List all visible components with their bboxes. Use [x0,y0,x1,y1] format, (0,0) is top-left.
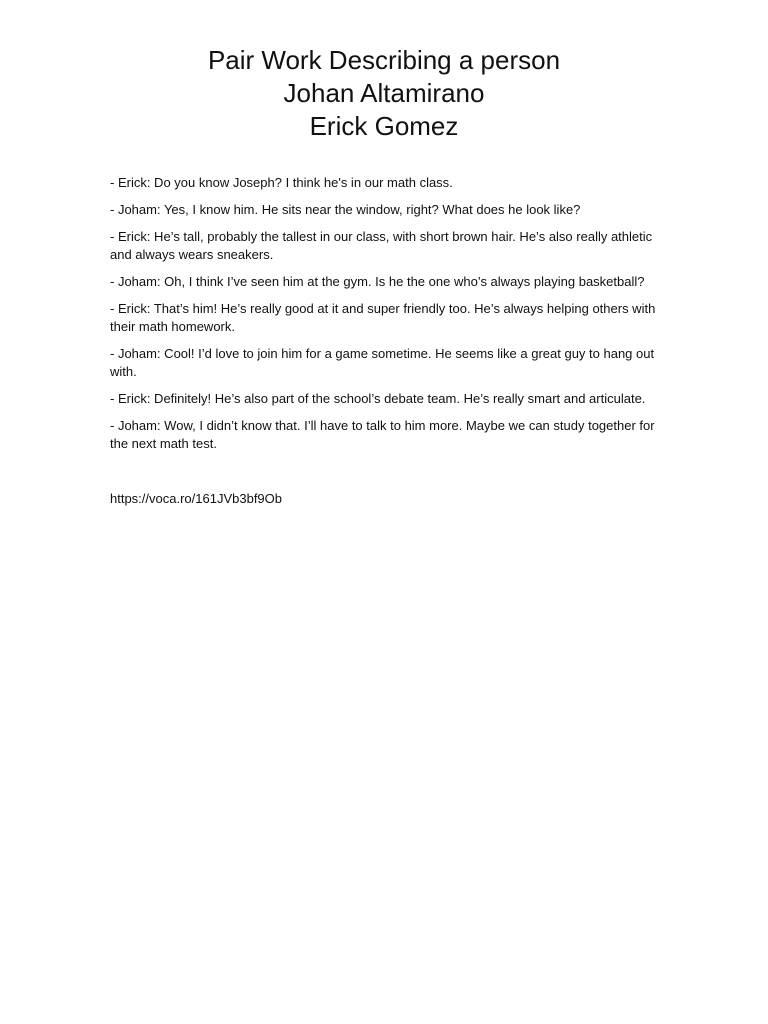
dialogue-line: - Joham: Yes, I know him. He sits near the window, right? What does he look like? [110,202,581,217]
dialogue-line: - Erick: That’s him! He’s really good at it and super friendly too. He’s always helping others with their math homework. [110,301,656,334]
author-name-1: Johan Altamirano [283,78,485,108]
document-title: Pair Work Describing a person [207,45,561,75]
title-block [0,44,768,143]
dialogue-line: - Joham: Wow, I didn’t know that. I’ll have to talk to him more. Maybe we can study together for the next math test. [110,418,655,451]
author-name-2: Erick Gomez [309,111,459,141]
dialogue-line: - Joham: Cool! I’d love to join him for a game sometime. He seems like a great guy to hang out with. [110,346,655,379]
dialogue-line: - Erick: He’s tall, probably the tallest in our class, with short brown hair. He’s also really athletic and always wears sneakers. [110,229,653,262]
dialogue-line: - Joham: Oh, I think I’ve seen him at the gym. Is he the one who’s always playing basketball? [110,274,645,289]
dialogue-body [110,174,665,462]
dialogue-line: - Erick: Do you know Joseph? I think he's in our math class. [110,175,453,190]
dialogue-line: - Erick: Definitely! He’s also part of the school’s debate team. He’s really smart and articulate. [110,391,646,406]
audio-link[interactable]: https://voca.ro/161JVb3bf9Ob [110,491,282,506]
